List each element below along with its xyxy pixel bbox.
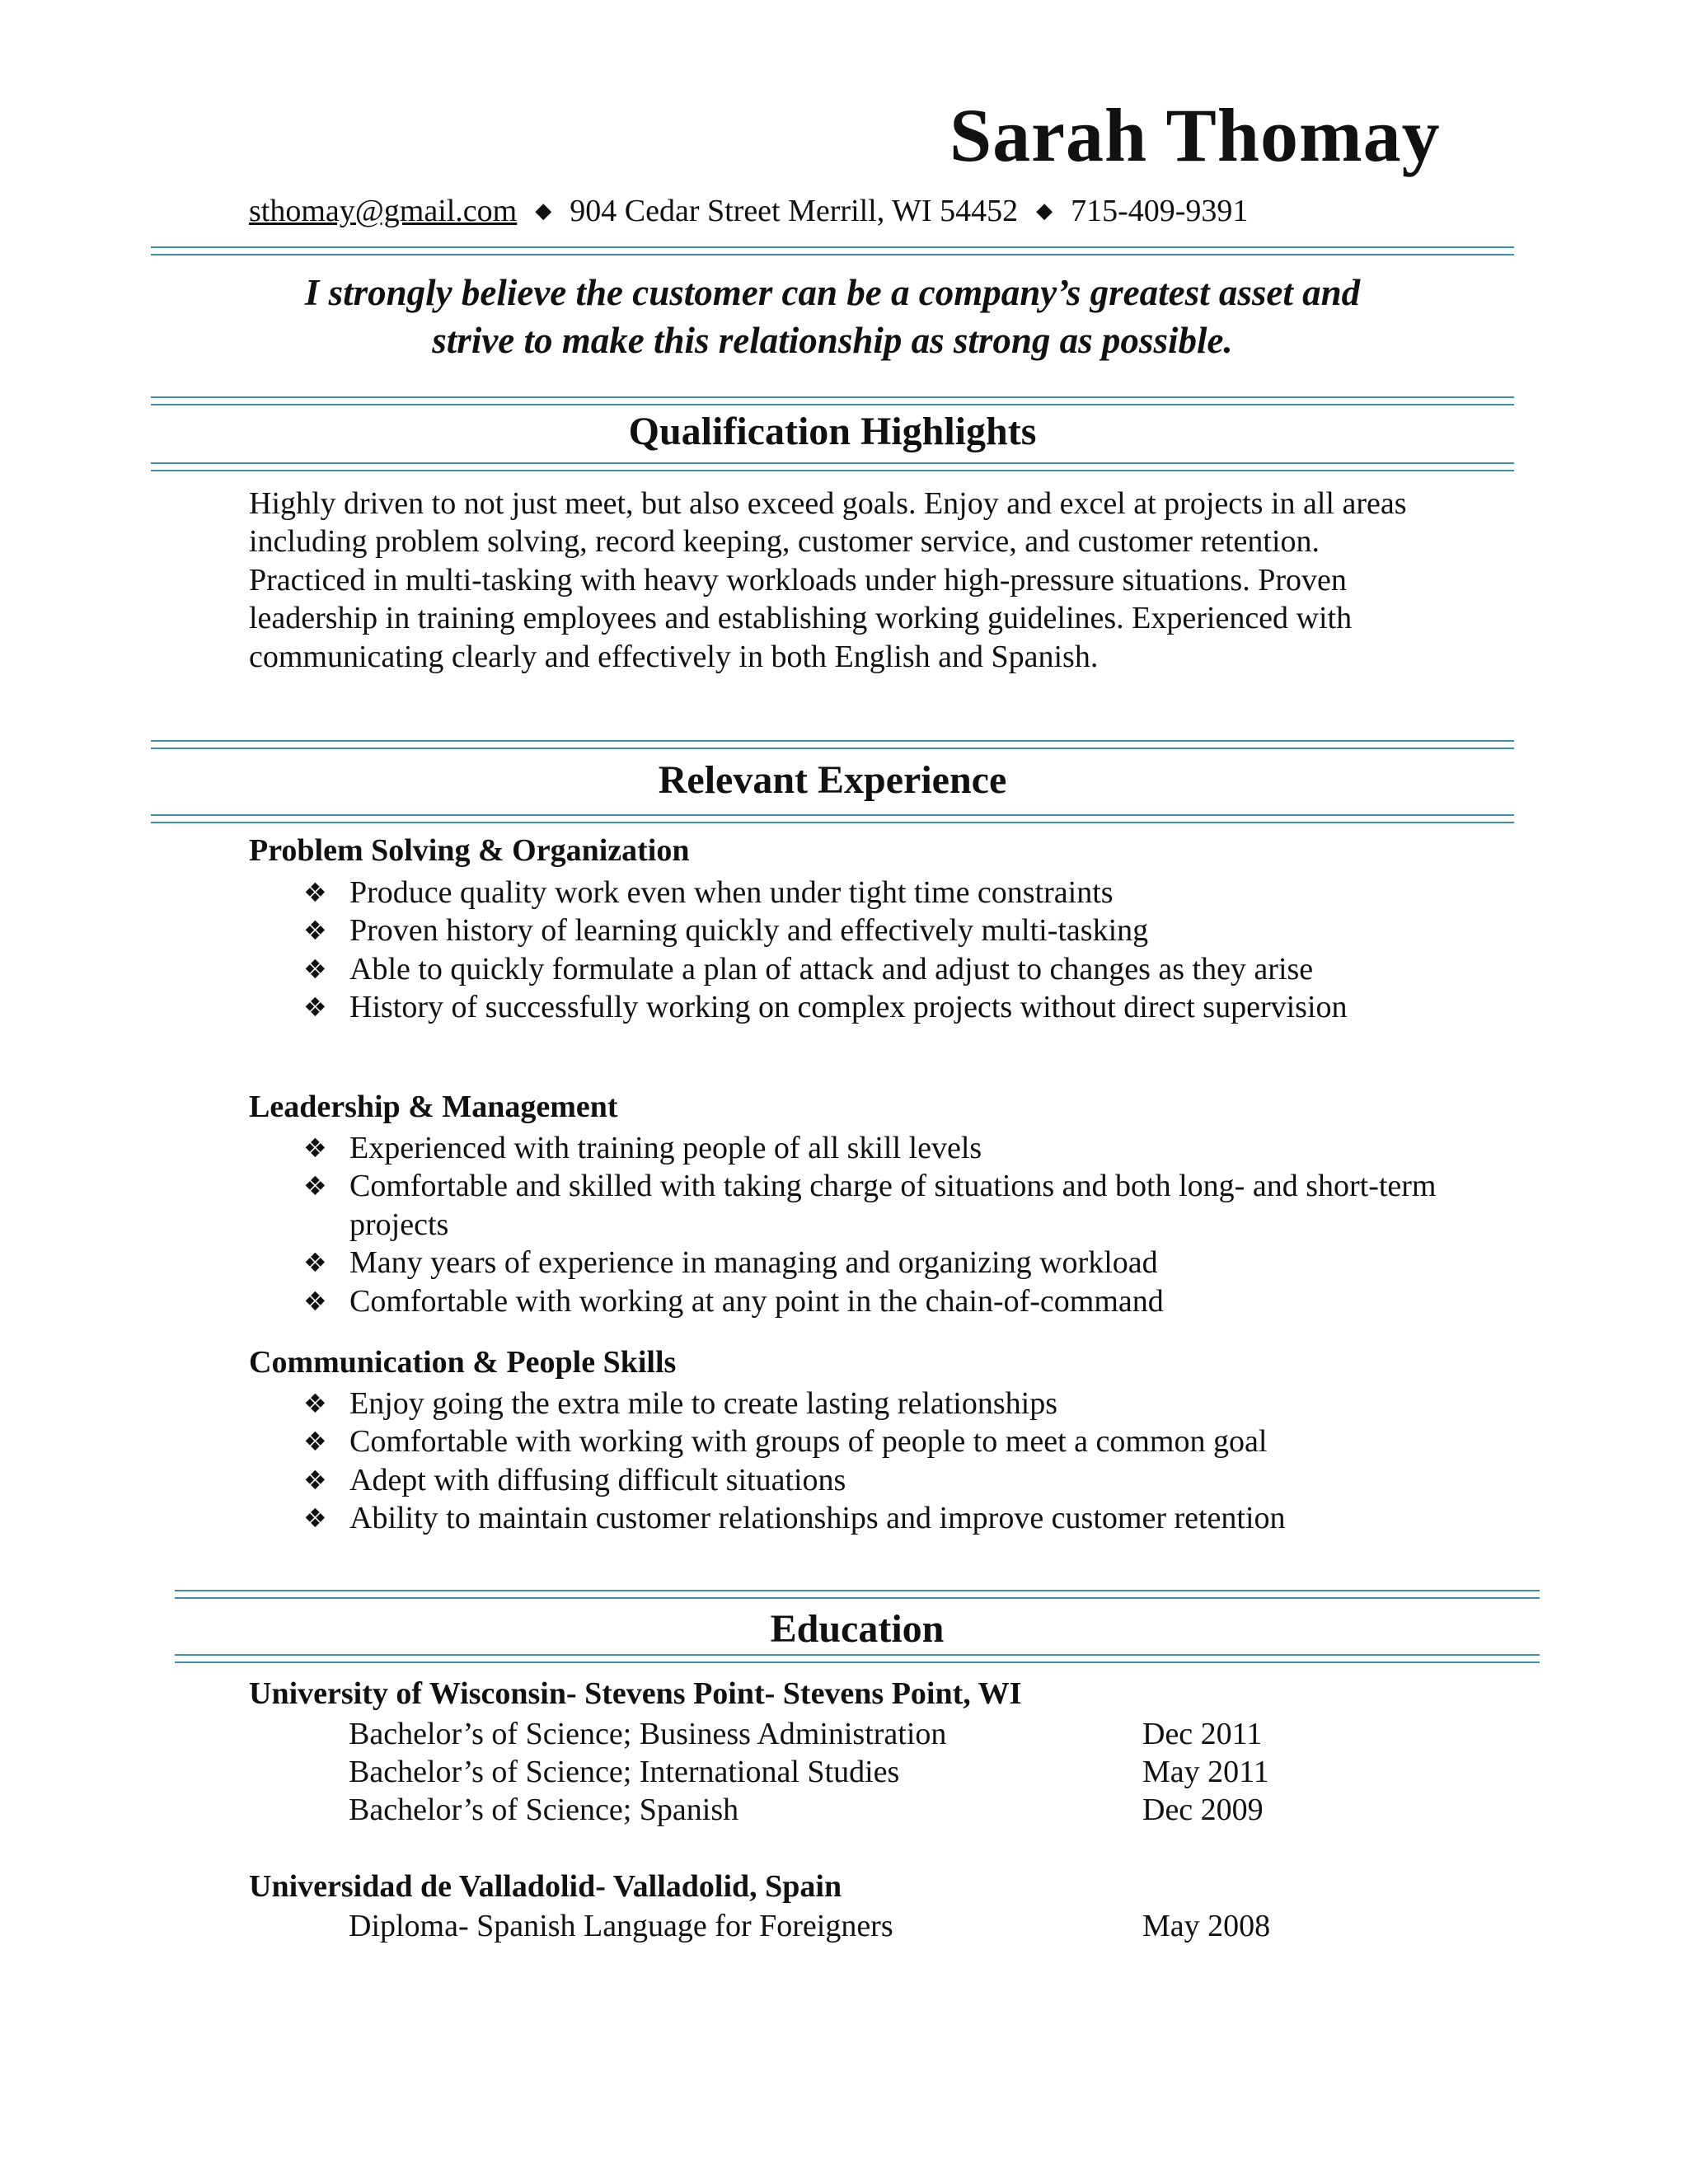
list-item: ❖ Able to quickly formulate a plan of attack and adjust to changes as they arise	[303, 950, 1441, 988]
qualifications-paragraph: Highly driven to not just meet, but also exceed goals. Enjoy and excel at projects in all areas including problem solving, record keeping, customer service, and customer retention. Practiced in multi-tasking with heavy workloads under high-pressure situations. Proven leadership in training employees and establishing working guidelines. Experienced with communicating clearly and effectively in both English and Spanish.	[249, 486, 1407, 674]
experience-list-communication	[303, 1385, 1441, 1538]
list-item: ❖ History of successfully working on complex projects without direct supervision	[303, 988, 1441, 1026]
experience-list-leadership	[303, 1129, 1441, 1320]
section-title-experience: Relevant Experience	[658, 758, 1007, 802]
divider-rule	[151, 246, 1514, 255]
bullet-icon: ❖	[303, 1502, 327, 1535]
bullet-icon: ❖	[303, 1426, 327, 1458]
bullet-icon: ❖	[303, 991, 327, 1024]
experience-group-heading: Problem Solving & Organization	[249, 833, 690, 868]
divider-rule	[151, 396, 1514, 405]
list-item: ❖ Comfortable and skilled with taking charge of situations and both long- and short-term projects	[303, 1169, 1437, 1242]
resume-name: Sarah Thomay	[950, 93, 1441, 177]
section-title-education: Education	[770, 1607, 945, 1651]
contact-line	[249, 191, 1248, 231]
bullet-icon: ❖	[303, 1170, 327, 1202]
degree-date: Dec 2011	[1142, 1717, 1263, 1751]
tagline	[151, 269, 1514, 364]
address-text: 904 Cedar Street Merrill, WI 54452	[570, 194, 1019, 228]
bullet-icon: ❖	[303, 1247, 327, 1279]
experience-group-heading: Communication & People Skills	[249, 1345, 677, 1380]
divider-rule	[175, 1590, 1540, 1599]
bullet-icon: ❖	[303, 1388, 327, 1419]
bullet-icon: ❖	[303, 877, 327, 908]
bullet-icon: ❖	[303, 1285, 327, 1317]
phone-text: 715-409-9391	[1071, 194, 1249, 228]
list-item: ❖ Proven history of learning quickly and effectively multi-tasking	[303, 912, 1441, 949]
bullet-icon: ❖	[303, 915, 327, 947]
list-item: ❖ Adept with diffusing difficult situations	[303, 1461, 1441, 1499]
degree-title: Bachelor’s of Science; Business Administration	[349, 1717, 947, 1751]
bullet-icon: ❖	[303, 1132, 327, 1164]
school-name: University of Wisconsin- Stevens Point- Stevens Point, WI	[249, 1676, 1022, 1711]
bullet-icon: ❖	[303, 1464, 327, 1496]
tagline-line-2: strive to make this relationship as strong as possible.	[432, 320, 1233, 361]
divider-rule	[151, 462, 1514, 471]
tagline-line-1: I strongly believe the customer can be a company’s greatest asset and	[304, 272, 1361, 313]
divider-rule	[151, 740, 1514, 749]
experience-list-problem-solving	[303, 874, 1441, 1027]
degree-title: Bachelor’s of Science; International Studies	[349, 1755, 900, 1789]
degree-title: Bachelor’s of Science; Spanish	[349, 1793, 739, 1827]
experience-group-heading: Leadership & Management	[249, 1090, 618, 1124]
bullet-icon: ❖	[303, 953, 327, 985]
list-item: ❖ Produce quality work even when under tight time constraints	[303, 874, 1441, 912]
list-item: ❖ Comfortable with working with groups of people to meet a common goal	[303, 1422, 1441, 1460]
school-name: Universidad de Valladolid- Valladolid, Spain	[249, 1869, 842, 1904]
diamond-separator-icon: ◆	[535, 199, 552, 223]
list-item: ❖ Comfortable with working at any point in the chain-of-command	[303, 1282, 1441, 1320]
degree-date: May 2011	[1142, 1755, 1269, 1789]
list-item: ❖ Ability to maintain customer relationships and improve customer retention	[303, 1499, 1441, 1537]
degree-date: May 2008	[1142, 1909, 1271, 1943]
email-link[interactable]: sthomay@gmail.com	[249, 194, 518, 228]
divider-rule	[175, 1654, 1540, 1663]
diamond-separator-icon: ◆	[1036, 199, 1053, 223]
degree-title: Diploma- Spanish Language for Foreigners	[349, 1909, 893, 1943]
list-item: ❖ Many years of experience in managing and organizing workload	[303, 1244, 1441, 1282]
list-item: ❖ Enjoy going the extra mile to create lasting relationships	[303, 1385, 1441, 1422]
section-title-qualifications: Qualification Highlights	[628, 410, 1037, 453]
divider-rule	[151, 814, 1514, 823]
degree-date: Dec 2009	[1142, 1793, 1264, 1827]
list-item: ❖ Experienced with training people of all skill levels	[303, 1129, 1441, 1167]
